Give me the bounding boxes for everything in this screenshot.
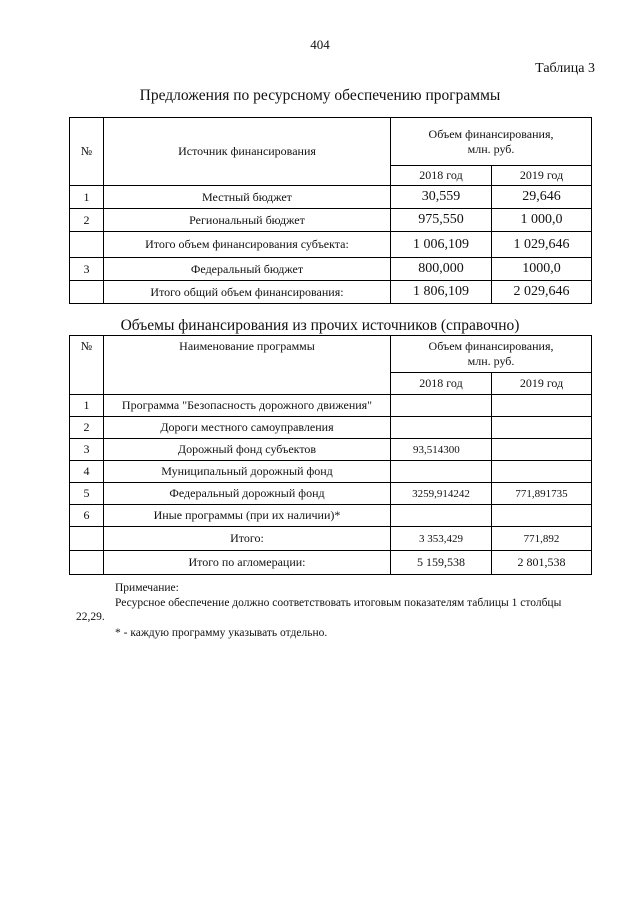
row-2019: 771,892 (492, 527, 592, 551)
table-row (70, 439, 592, 461)
other-sources-table (69, 335, 592, 575)
row-2018: 30,559 (391, 186, 492, 209)
row-2019 (492, 417, 592, 439)
note-label: Примечание: (115, 582, 179, 594)
table-row (70, 395, 592, 417)
row-2019 (492, 395, 592, 417)
row-num: 3 (70, 258, 104, 281)
row-num (70, 551, 104, 575)
table-row (70, 483, 592, 505)
row-2019 (492, 439, 592, 461)
table-row (70, 258, 592, 281)
row-2018: 975,550 (391, 209, 492, 232)
row-num: 3 (70, 439, 104, 461)
page-number: 404 (310, 37, 330, 52)
table-row (70, 551, 592, 575)
header-volume: Объем финансирования, млн. руб. (391, 336, 592, 373)
table-row (70, 417, 592, 439)
row-2019 (492, 505, 592, 527)
header-program-name: Наименование программы (104, 336, 391, 395)
header-volume: Объем финансирования, млн. руб. (391, 118, 592, 166)
header-year-2019: 2019 год (492, 373, 592, 395)
row-2018 (391, 417, 492, 439)
row-name: Федеральный дорожный фонд (104, 483, 391, 505)
table-row (70, 209, 592, 232)
header-num: № (70, 336, 104, 395)
row-2018: 93,514300 (391, 439, 492, 461)
header-num: № (70, 118, 104, 186)
row-num: 2 (70, 417, 104, 439)
table1-title: Предложения по ресурсному обеспечению программы (139, 87, 501, 104)
row-num: 1 (70, 395, 104, 417)
row-name: Местный бюджет (104, 186, 391, 209)
row-num: 5 (70, 483, 104, 505)
row-num: 2 (70, 209, 104, 232)
row-num (70, 281, 104, 304)
row-2019: 29,646 (492, 186, 592, 209)
note-footnote: * - каждую программу указывать отдельно. (115, 627, 328, 639)
row-name: Дорожный фонд субъектов (104, 439, 391, 461)
row-2018: 3259,914242 (391, 483, 492, 505)
table-row (70, 232, 592, 258)
resource-table (69, 117, 592, 304)
row-2019: 1 029,646 (492, 232, 592, 258)
row-num: 4 (70, 461, 104, 483)
row-name: Итого: (104, 527, 391, 551)
row-name: Итого по агломерации: (104, 551, 391, 575)
table-row (70, 527, 592, 551)
table-row (70, 281, 592, 304)
header-year-2018: 2018 год (391, 373, 492, 395)
row-num: 1 (70, 186, 104, 209)
row-2018 (391, 461, 492, 483)
table-row (70, 186, 592, 209)
row-num (70, 527, 104, 551)
row-name: Итого объем финансирования субъекта: (104, 232, 391, 258)
row-name: Дороги местного самоуправления (104, 417, 391, 439)
header-year-2019: 2019 год (492, 166, 592, 186)
row-name: Муниципальный дорожный фонд (104, 461, 391, 483)
row-name: Иные программы (при их наличии)* (104, 505, 391, 527)
row-2018 (391, 505, 492, 527)
table-row (70, 461, 592, 483)
row-2018: 800,000 (391, 258, 492, 281)
row-2019: 1000,0 (492, 258, 592, 281)
row-num (70, 232, 104, 258)
row-name: Программа "Безопасность дорожного движения" (104, 395, 391, 417)
note-text-cont: 22,29. (76, 611, 105, 623)
header-year-2018: 2018 год (391, 166, 492, 186)
row-2018: 3 353,429 (391, 527, 492, 551)
row-name: Региональный бюджет (104, 209, 391, 232)
table-label: Таблица 3 (535, 61, 595, 76)
row-2018: 5 159,538 (391, 551, 492, 575)
row-2019: 2 029,646 (492, 281, 592, 304)
row-2019 (492, 461, 592, 483)
row-2018 (391, 395, 492, 417)
table-row (70, 505, 592, 527)
header-source: Источник финансирования (104, 118, 391, 186)
note-text: Ресурсное обеспечение должно соответствовать итоговым показателям таблицы 1 столбцы (115, 597, 562, 609)
row-name: Федеральный бюджет (104, 258, 391, 281)
row-2018: 1 006,109 (391, 232, 492, 258)
row-2019: 2 801,538 (492, 551, 592, 575)
row-name: Итого общий объем финансирования: (104, 281, 391, 304)
row-2018: 1 806,109 (391, 281, 492, 304)
row-2019: 771,891735 (492, 483, 592, 505)
row-num: 6 (70, 505, 104, 527)
row-2019: 1 000,0 (492, 209, 592, 232)
table2-title: Объемы финансирования из прочих источников (справочно) (120, 317, 520, 334)
